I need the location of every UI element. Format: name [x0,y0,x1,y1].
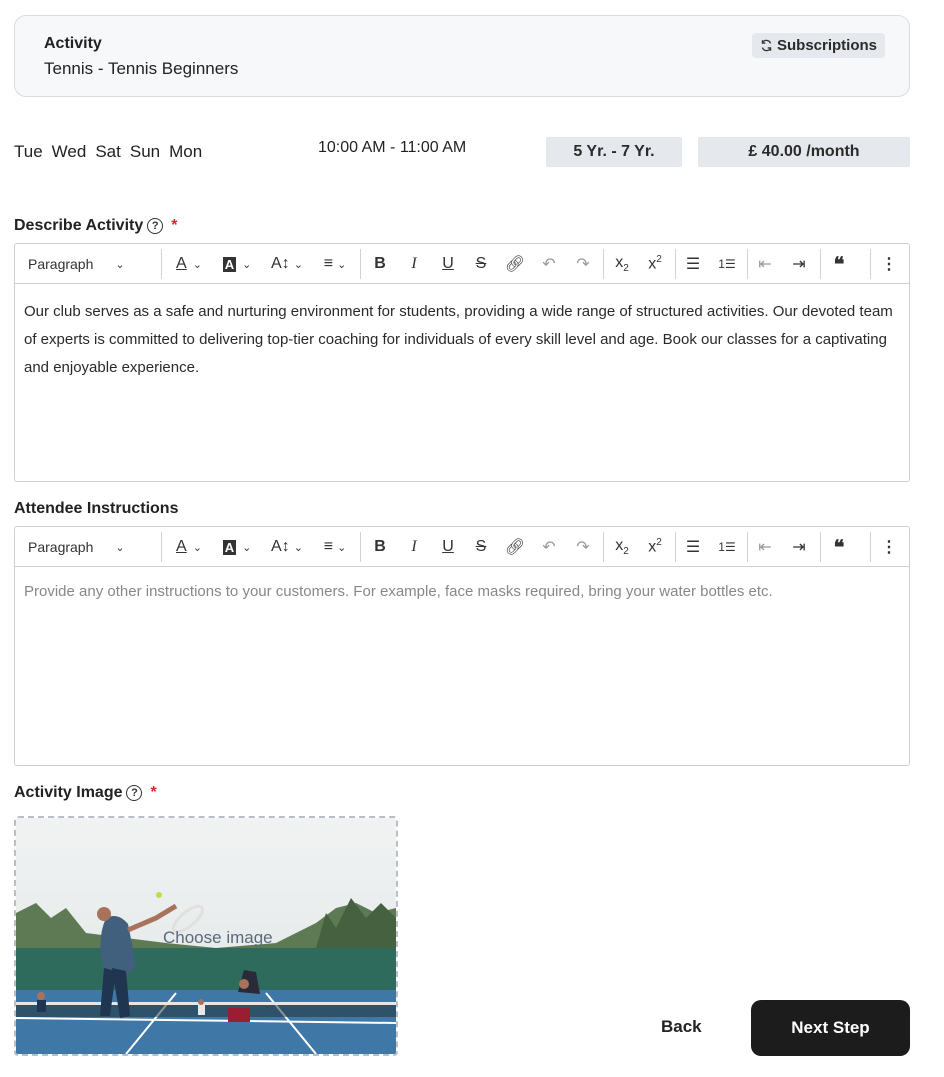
schedule-row [14,137,910,167]
day-item: Sat [95,142,121,161]
paragraph-select-label: Paragraph [28,256,94,272]
day-item: Mon [169,142,203,161]
blockquote-button[interactable] [826,527,852,567]
numbered-list-icon: 1☰ [718,540,736,554]
font-color-icon: A [176,255,187,272]
help-icon[interactable]: ? [147,218,163,234]
age-range-badge: 5 Yr. - 7 Yr. [546,137,682,167]
strikethrough-button[interactable] [468,244,494,284]
redo-icon: ↷ [576,539,590,556]
redo-button[interactable] [570,244,596,284]
days-list [14,142,202,162]
describe-activity-editor [14,243,910,482]
toolbar-divider [820,249,821,279]
attendee-instructions-label [14,500,178,518]
paragraph-select-label: Paragraph [28,539,94,555]
image-upload-area[interactable] [14,816,398,1056]
superscript-icon: $x^2$ [648,537,662,556]
activity-image-label-text: Activity Image [14,784,123,801]
bullet-list-button[interactable] [680,527,706,567]
align-left-icon: ≡ [323,538,334,555]
choose-image-label[interactable]: Choose image [163,928,273,947]
align-left-icon: ≡ [323,255,334,272]
back-button[interactable]: Back [661,1017,702,1036]
editor-toolbar [15,244,909,284]
strikethrough-icon: S [475,538,487,555]
toolbar-divider [161,249,162,279]
next-step-button[interactable]: Next Step [751,1000,910,1056]
paragraph-select[interactable] [28,244,125,284]
more-options-button[interactable] [877,244,901,284]
underline-icon: U [442,538,454,555]
highlight-color-button[interactable]: A ⌄ [224,256,252,272]
underline-icon: U [442,255,454,272]
numbered-list-button[interactable] [714,527,740,567]
superscript-icon: $x^2$ [648,254,662,273]
activity-label: Activity [44,35,102,52]
strikethrough-icon: S [475,255,487,272]
toolbar-divider [870,532,871,562]
font-size-icon: A↕ [271,255,290,272]
toolbar-divider [870,249,871,279]
font-color-button[interactable]: A ⌄ [176,538,202,555]
bold-icon: B [374,255,386,272]
bullet-list-icon: ☰ [685,256,701,273]
link-icon: 🔗︎ [504,539,526,556]
outdent-icon: ⇤ [758,256,772,273]
indent-icon: ⇥ [792,256,806,273]
help-icon[interactable]: ? [126,785,142,801]
link-button[interactable] [502,527,528,567]
attendee-instructions-label-text: Attendee Instructions [14,500,179,517]
underline-button[interactable] [435,527,461,567]
required-mark: * [150,784,157,801]
more-vertical-icon: ⋮ [881,539,897,556]
indent-icon: ⇥ [792,539,806,556]
subscript-icon: $x_2$ [615,536,629,558]
bold-button[interactable] [367,244,393,284]
bold-button[interactable] [367,527,393,567]
toolbar-divider [603,532,604,562]
outdent-button[interactable] [752,527,778,567]
highlight-icon: A [224,539,235,555]
font-size-button[interactable]: A↕ ⌄ [271,255,303,272]
day-item: Sun [129,142,161,161]
toolbar-divider [747,532,748,562]
highlight-color-button[interactable]: A ⌄ [224,539,252,555]
align-button[interactable]: ≡ ⌄ [323,538,347,555]
indent-button[interactable] [786,527,812,567]
strikethrough-button[interactable] [468,527,494,567]
attendee-instructions-input[interactable]: Provide any other instructions to your customers. For example, face masks required, bring your water bottles etc. [24,583,773,600]
outdent-button[interactable] [752,244,778,284]
activity-card [14,15,910,97]
refresh-icon [760,39,773,52]
day-item: Wed [51,142,87,161]
time-range: 10:00 AM - 11:00 AM [318,139,467,156]
toolbar-divider [360,532,361,562]
link-icon: 🔗︎ [504,256,526,273]
blockquote-button[interactable] [826,244,852,284]
day-item: Tue [14,142,43,161]
italic-icon: I [411,538,417,555]
redo-icon: ↷ [576,256,590,273]
activity-value: Tennis - Tennis Beginners [44,59,239,78]
paragraph-select[interactable] [28,527,125,567]
toolbar-divider [161,532,162,562]
font-size-icon: A↕ [271,538,290,555]
toolbar-divider [675,249,676,279]
toolbar-divider [747,249,748,279]
subscript-button[interactable] [609,244,635,284]
more-options-button[interactable] [877,527,901,567]
italic-button[interactable] [401,244,427,284]
link-button[interactable] [502,244,528,284]
toolbar-divider [820,532,821,562]
attendee-instructions-editor [14,526,910,766]
required-mark: * [171,217,178,234]
describe-activity-content[interactable]: Our club serves as a safe and nurturing environment for students, providing a wide range of structured activities. Our devoted team of experts is committed to delivering top-tier coaching for individuals of every skill level and age. Book our classes for a captivating and enjoyable experience. [24,303,893,376]
outdent-icon: ⇤ [758,539,772,556]
numbered-list-icon: 1☰ [718,257,736,271]
quote-icon: ❝ [833,253,845,276]
quote-icon: ❝ [833,536,845,559]
chevron-down-icon: ⌄ [115,541,125,554]
font-size-button[interactable]: A↕ ⌄ [271,538,303,555]
highlight-icon: A [224,256,235,272]
activity-image-label [14,784,157,802]
subscript-icon: $x_2$ [615,253,629,275]
numbered-list-button[interactable] [714,244,740,284]
toolbar-divider [360,249,361,279]
subscriptions-label: Subscriptions [776,37,877,54]
undo-icon: ↶ [542,539,556,556]
toolbar-divider [603,249,604,279]
describe-activity-label-text: Describe Activity [14,217,144,234]
font-color-button[interactable]: A ⌄ [176,255,202,272]
superscript-button[interactable] [642,244,668,284]
chevron-down-icon: ⌄ [115,258,125,271]
describe-activity-label [14,217,177,235]
bullet-list-icon: ☰ [685,539,701,556]
bullet-list-button[interactable] [680,244,706,284]
italic-button[interactable] [401,527,427,567]
redo-button[interactable] [570,527,596,567]
bold-icon: B [374,538,386,555]
subscript-button[interactable] [609,527,635,567]
indent-button[interactable] [786,244,812,284]
toolbar-divider [675,532,676,562]
more-vertical-icon: ⋮ [881,256,897,273]
undo-icon: ↶ [542,256,556,273]
underline-button[interactable] [435,244,461,284]
undo-button[interactable] [536,244,562,284]
font-color-icon: A [176,538,187,555]
undo-button[interactable] [536,527,562,567]
subscriptions-button[interactable] [752,33,885,58]
editor-toolbar [15,527,909,567]
price-badge: £ 40.00 /month [698,137,910,167]
italic-icon: I [411,255,417,272]
superscript-button[interactable] [642,527,668,567]
align-button[interactable]: ≡ ⌄ [323,255,347,272]
